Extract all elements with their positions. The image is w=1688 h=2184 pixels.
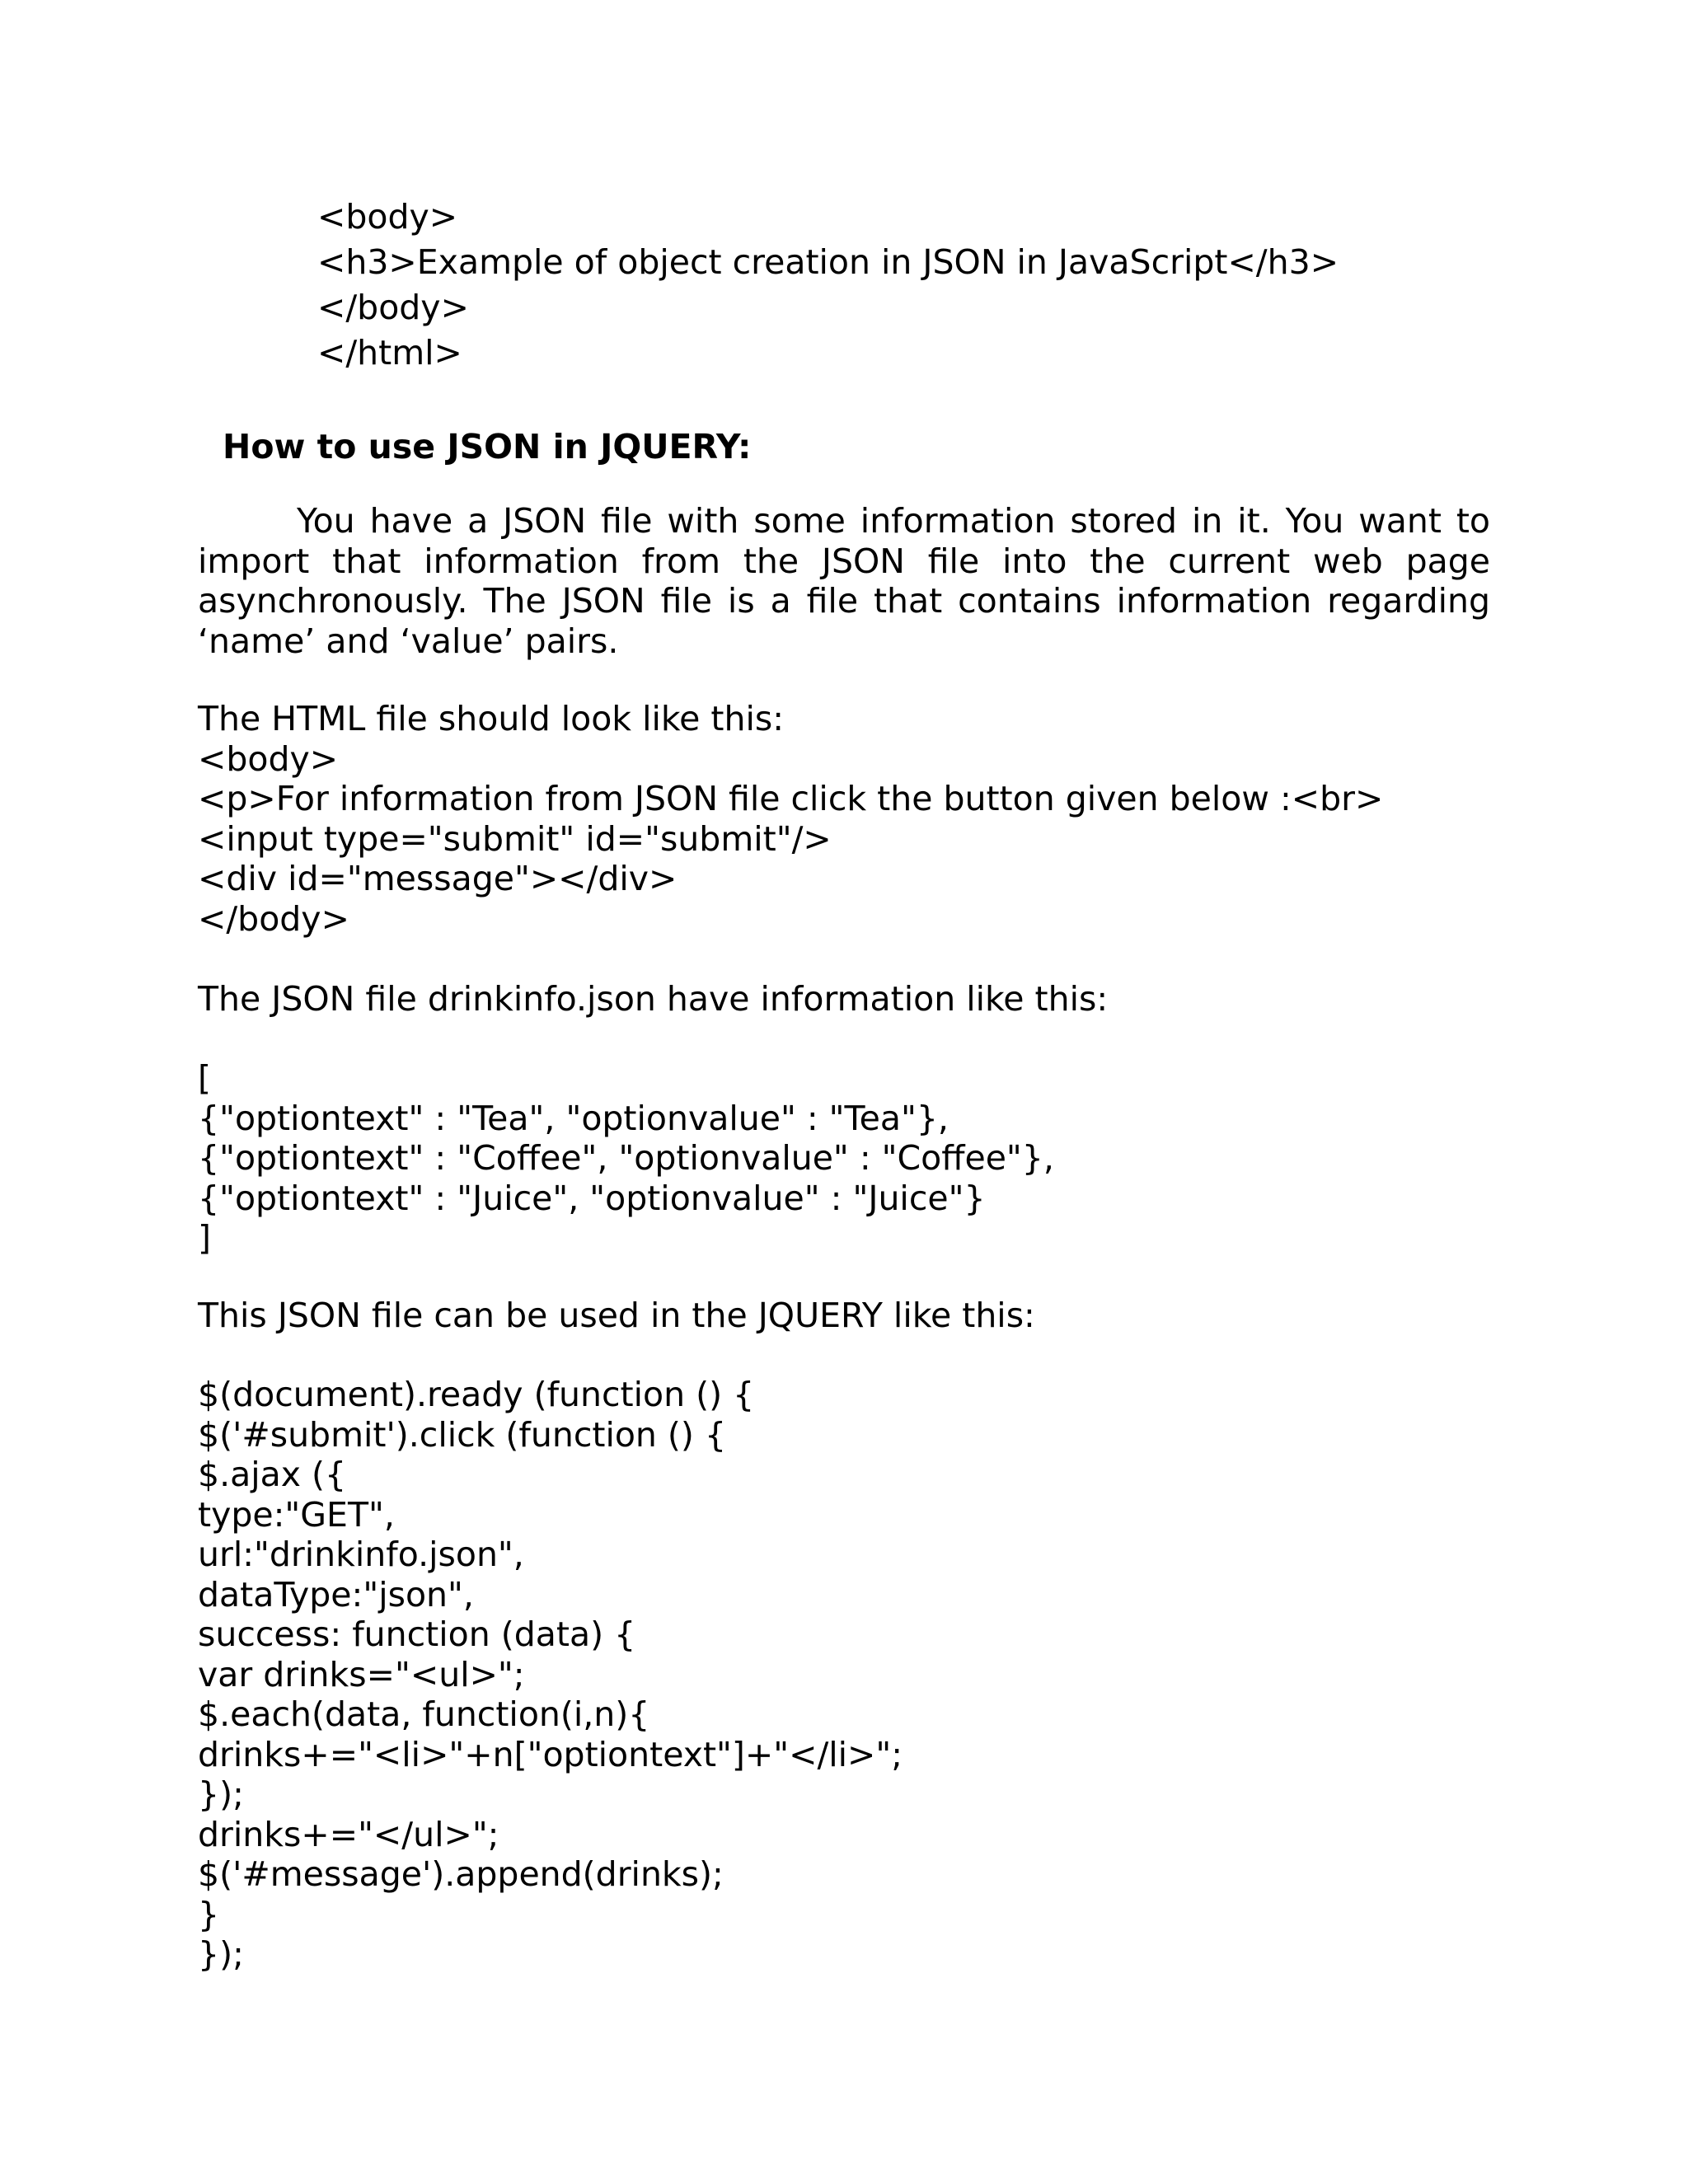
json-code-line: ] <box>198 1218 211 1258</box>
jquery-code-line: success: function (data) { <box>198 1615 636 1654</box>
html-code-line: </body> <box>198 898 349 939</box>
top-code-line-3: </body> <box>317 288 469 327</box>
json-section-intro: The JSON file drinkinfo.json have information like this: <box>198 979 1109 1019</box>
json-code-line: {"optiontext" : "Tea", "optionvalue" : "Tea"}, <box>198 1098 949 1138</box>
json-file-intro-block <box>198 979 1108 1019</box>
jquery-code-line: drinks+="<li>"+n["optiontext"]+"</li>"; <box>198 1734 903 1774</box>
json-code-line: {"optiontext" : "Juice", "optionvalue" : "Juice"} <box>198 1178 986 1218</box>
json-code-line: {"optiontext" : "Coffee", "optionvalue" : "Coffee"}, <box>198 1138 1054 1178</box>
jquery-code-line: drinks+="</ul>"; <box>198 1814 499 1854</box>
top-code-line-4: </html> <box>317 333 462 373</box>
html-code-line: <input type="submit" id="submit"/> <box>198 818 832 859</box>
jquery-section-intro: This JSON file can be used in the JQUERY like this: <box>198 1296 1035 1335</box>
html-code-line: <body> <box>198 738 339 779</box>
jquery-code-line: $('#submit').click (function () { <box>198 1414 727 1455</box>
top-code-line-1: <body> <box>317 197 458 237</box>
jquery-code-line: $.each(data, function(i,n){ <box>198 1694 650 1734</box>
jquery-code-block <box>198 1375 903 1975</box>
json-code-line: [ <box>198 1058 211 1098</box>
jquery-intro-block <box>198 1296 1035 1336</box>
html-code-line: <div id="message"></div> <box>198 859 678 898</box>
top-code-line-2: <h3>Example of object creation in JSON in JavaScript</h3> <box>317 242 1339 282</box>
intro-paragraph: You have a JSON file with some information stored in it. You want to import that information from the JSON file into the current web page asynchronously. The JSON file is a file that contains information regarding ‘name’ and ‘value’ pairs. <box>198 501 1490 661</box>
html-file-section <box>198 699 1383 939</box>
section-heading: How to use JSON in JQUERY: <box>223 427 752 466</box>
jquery-code-line: url:"drinkinfo.json", <box>198 1535 524 1574</box>
jquery-code-line: dataType:"json", <box>198 1574 474 1615</box>
jquery-code-line: $('#message').append(drinks); <box>198 1854 724 1894</box>
jquery-code-line: var drinks="<ul>"; <box>198 1654 525 1694</box>
json-code-block <box>198 1058 1054 1258</box>
jquery-code-line: }); <box>198 1774 244 1814</box>
jquery-code-line: }); <box>198 1934 244 1974</box>
html-section-intro: The HTML file should look like this: <box>198 699 785 738</box>
html-code-line: <p>For information from JSON file click the button given below :<br> <box>198 779 1384 818</box>
jquery-code-line: } <box>198 1894 220 1934</box>
jquery-code-line: $(document).ready (function () { <box>198 1375 755 1414</box>
jquery-code-line: $.ajax ({ <box>198 1455 347 1494</box>
jquery-code-line: type:"GET", <box>198 1494 395 1535</box>
